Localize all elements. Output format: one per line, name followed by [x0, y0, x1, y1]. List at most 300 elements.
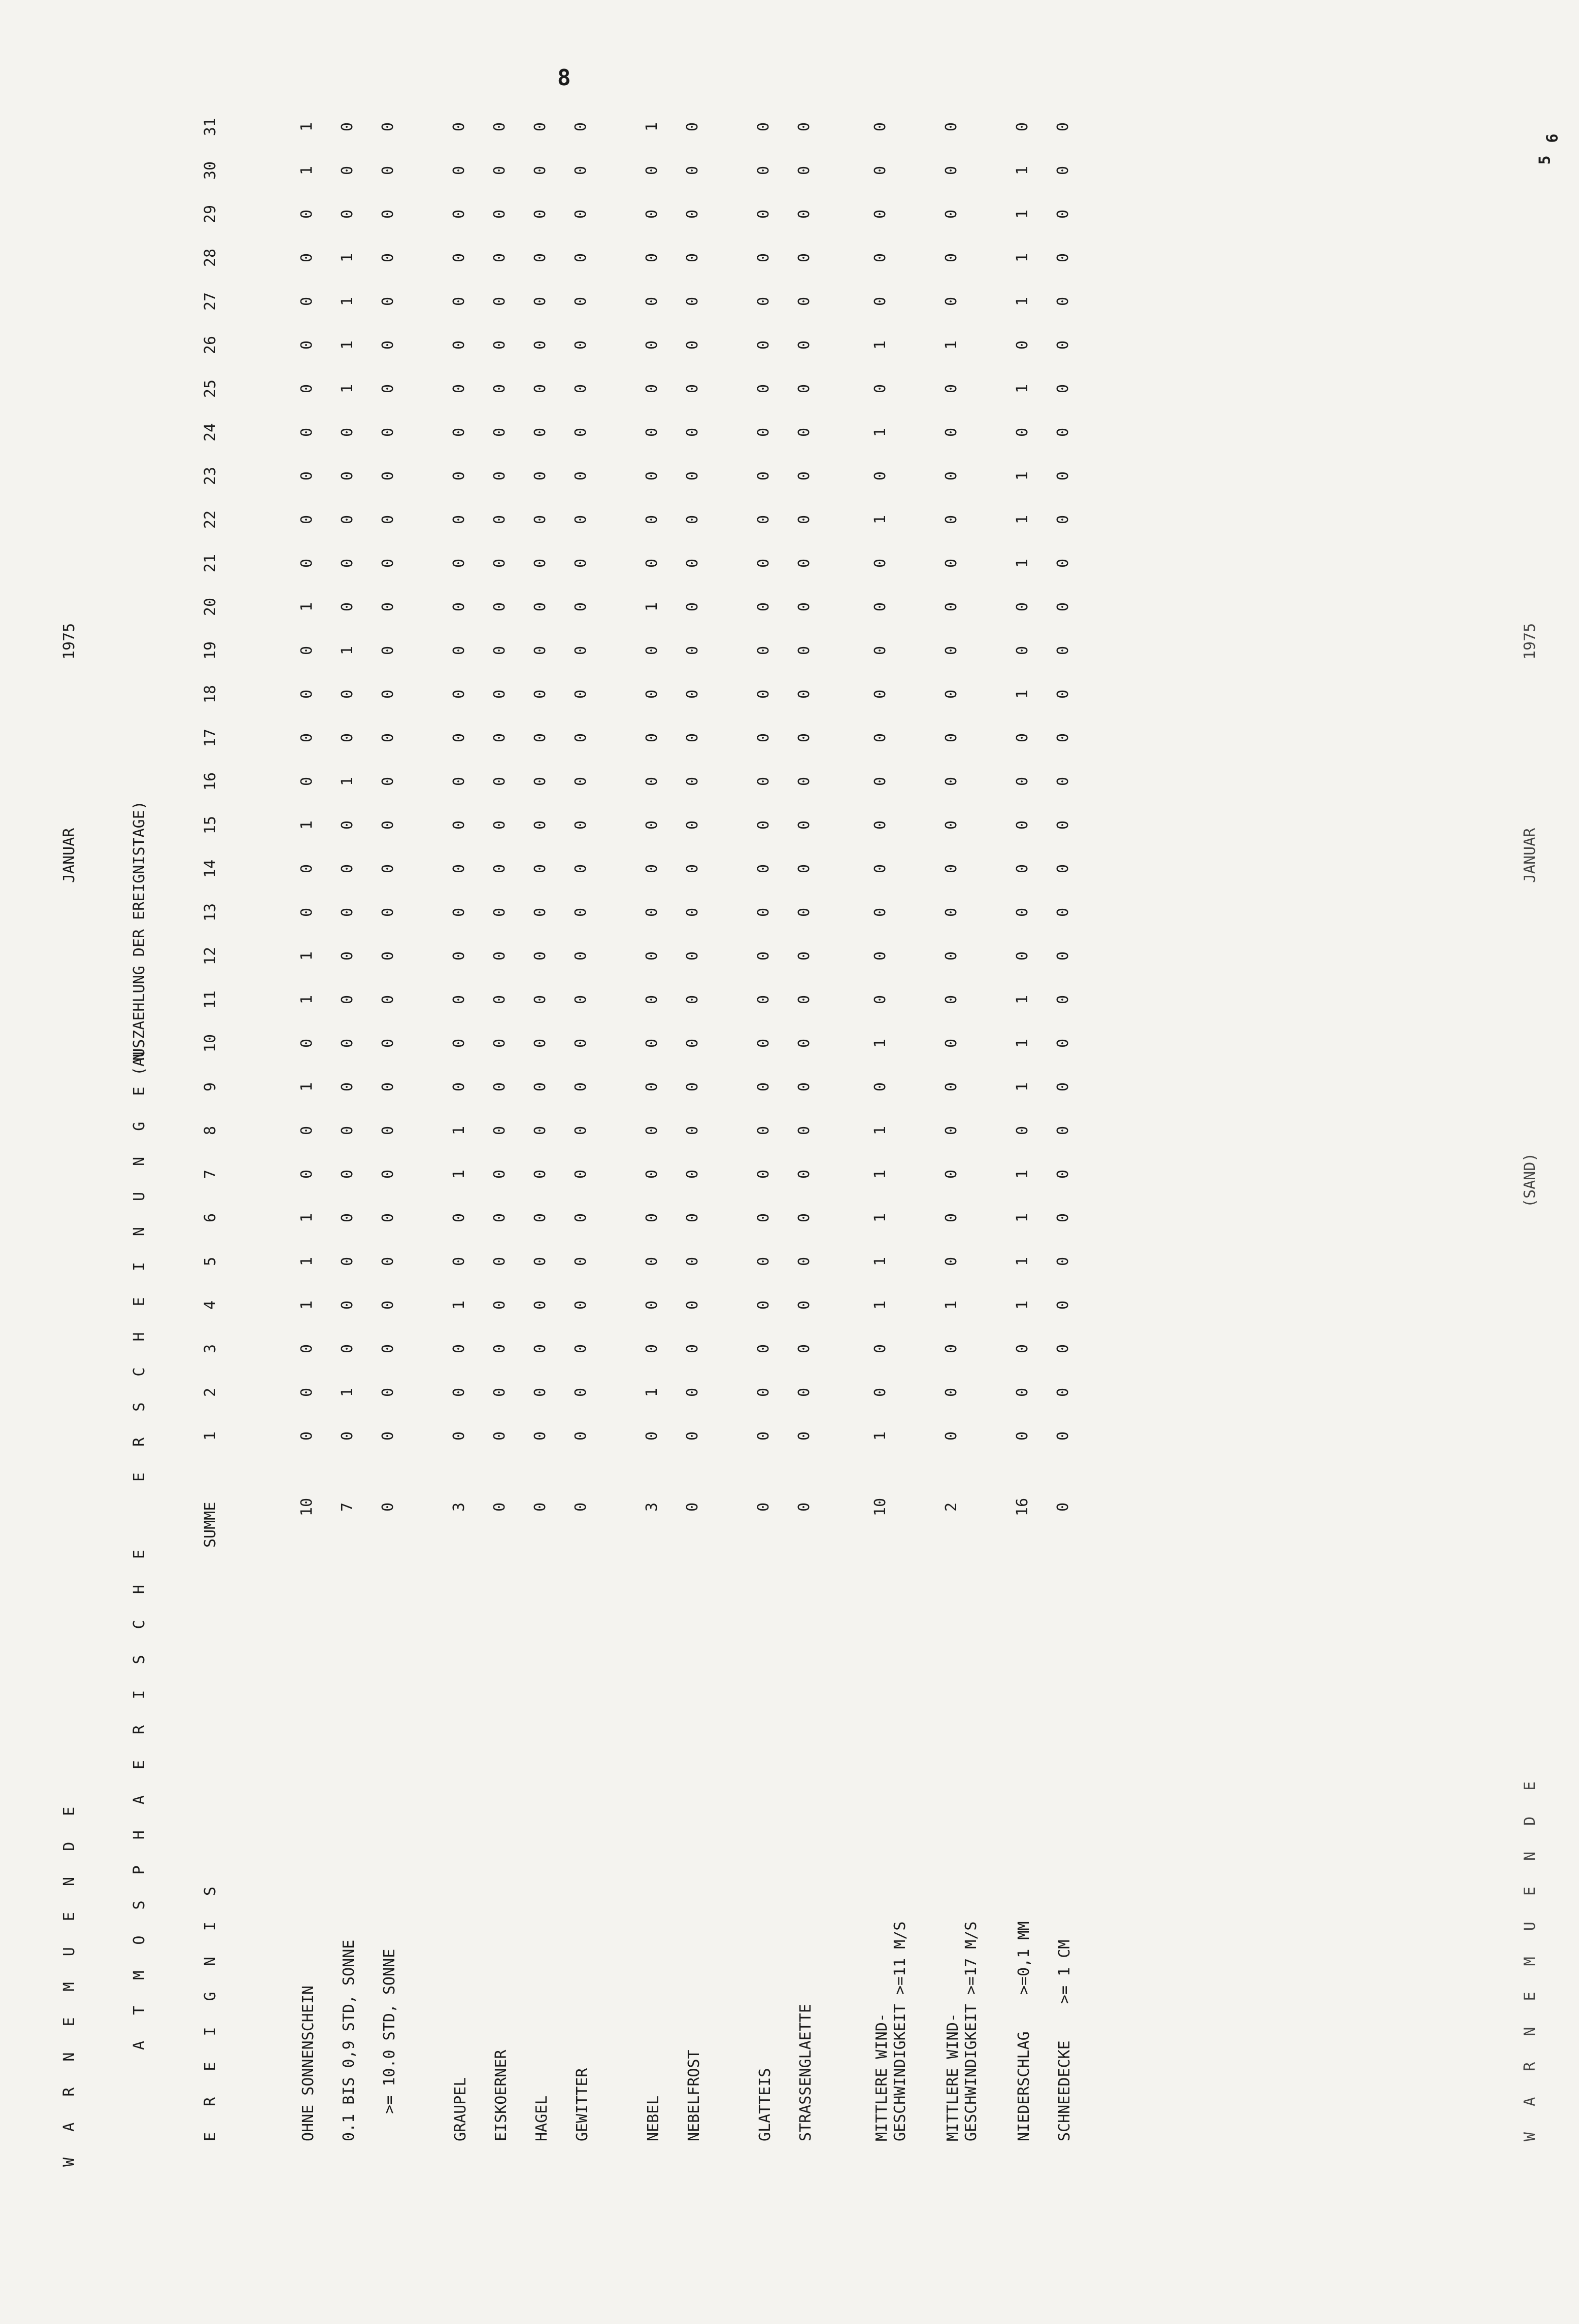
day-cell: 0: [450, 471, 468, 481]
day-cell: 0: [379, 1431, 397, 1441]
day-cell: 0: [298, 558, 316, 568]
day-cell: 0: [379, 951, 397, 961]
day-cell: 0: [1054, 427, 1072, 437]
day-cell: 1: [339, 253, 356, 263]
day-cell: 0: [795, 427, 813, 437]
day-cell: 0: [491, 296, 509, 306]
day-cell: 0: [684, 995, 701, 1005]
event-label: OHNE SONNENSCHEIN: [299, 1985, 317, 2141]
day-cell: 1: [871, 1256, 889, 1267]
day-cell: 0: [1014, 602, 1031, 612]
day-cell: 0: [339, 122, 356, 132]
day-cell: 0: [943, 645, 960, 656]
day-cell: 0: [795, 296, 813, 306]
day-cell: 0: [795, 1387, 813, 1397]
day-header: 12: [201, 946, 219, 966]
day-cell: 1: [1014, 165, 1031, 176]
day-cell: 1: [1014, 1169, 1031, 1179]
day-cell: 0: [1054, 689, 1072, 699]
day-cell: 0: [1054, 776, 1072, 787]
day-header: 30: [201, 161, 219, 180]
corner-mark: 6: [1543, 133, 1562, 143]
day-cell: 0: [298, 384, 316, 394]
day-cell: 0: [795, 602, 813, 612]
day-cell: 0: [684, 907, 701, 917]
day-cell: 0: [795, 340, 813, 350]
day-cell: 0: [871, 558, 889, 568]
day-cell: 0: [491, 165, 509, 176]
day-cell: 0: [1014, 1387, 1031, 1397]
day-cell: 0: [755, 1344, 772, 1354]
day-cell: 0: [871, 296, 889, 306]
day-cell: 0: [871, 733, 889, 743]
day-cell: 0: [1014, 340, 1031, 350]
day-cell: 0: [491, 1169, 509, 1179]
day-cell: 0: [531, 1038, 549, 1048]
day-cell: 0: [298, 689, 316, 699]
day-cell: 0: [531, 1169, 549, 1179]
day-cell: 0: [450, 515, 468, 525]
day-cell: 0: [1054, 1300, 1072, 1310]
day-cell: 0: [572, 820, 590, 830]
day-cell: 1: [1014, 296, 1031, 306]
day-cell: 0: [684, 1431, 701, 1441]
day-cell: 0: [491, 1125, 509, 1136]
day-cell: 0: [943, 471, 960, 481]
day-cell: 1: [1014, 253, 1031, 263]
day-cell: 1: [1014, 1038, 1031, 1048]
day-cell: 0: [450, 253, 468, 263]
day-cell: 0: [339, 1344, 356, 1354]
day-cell: 0: [379, 995, 397, 1005]
day-cell: 0: [298, 296, 316, 306]
day-cell: 0: [531, 1213, 549, 1223]
day-cell: 0: [491, 776, 509, 787]
day-cell: 0: [755, 209, 772, 219]
footer-year: 1975: [1521, 623, 1539, 660]
day-cell: 0: [755, 951, 772, 961]
day-cell: 0: [379, 820, 397, 830]
day-cell: 0: [1014, 864, 1031, 874]
day-cell: 1: [1014, 471, 1031, 481]
day-cell: 0: [755, 515, 772, 525]
day-cell: 0: [684, 165, 701, 176]
day-cell: 0: [643, 253, 661, 263]
day-cell: 0: [572, 776, 590, 787]
day-cell: 0: [795, 384, 813, 394]
day-cell: 0: [379, 1300, 397, 1310]
day-cell: 1: [943, 1300, 960, 1310]
day-cell: 0: [450, 296, 468, 306]
day-cell: 0: [1014, 122, 1031, 132]
day-cell: 0: [1054, 1256, 1072, 1267]
day-cell: 0: [755, 820, 772, 830]
day-cell: 0: [755, 1125, 772, 1136]
day-cell: 0: [572, 340, 590, 350]
day-cell: 0: [491, 820, 509, 830]
day-cell: 0: [450, 209, 468, 219]
day-header: 13: [201, 903, 219, 922]
day-cell: 1: [871, 1169, 889, 1179]
day-cell: 1: [1014, 515, 1031, 525]
sum-cell: 10: [298, 1497, 316, 1517]
footer-note: (SAND): [1521, 1152, 1539, 1208]
day-header: 31: [201, 117, 219, 136]
day-header: 25: [201, 379, 219, 398]
day-cell: 1: [298, 951, 316, 961]
day-cell: 0: [1014, 1344, 1031, 1354]
day-cell: 0: [491, 689, 509, 699]
day-cell: 0: [943, 165, 960, 176]
day-cell: 0: [684, 340, 701, 350]
day-cell: 0: [1054, 645, 1072, 656]
day-cell: 0: [643, 1213, 661, 1223]
day-cell: 0: [871, 645, 889, 656]
day-cell: 0: [572, 1038, 590, 1048]
day-cell: 1: [298, 122, 316, 132]
table-row: [873, 71, 919, 2202]
day-cell: 0: [379, 1344, 397, 1354]
day-cell: 0: [450, 995, 468, 1005]
day-cell: 0: [491, 122, 509, 132]
day-header: 17: [201, 728, 219, 747]
day-cell: 0: [795, 1125, 813, 1136]
day-cell: 0: [684, 1387, 701, 1397]
day-cell: 0: [871, 864, 889, 874]
day-cell: 0: [379, 165, 397, 176]
day-cell: 0: [684, 951, 701, 961]
day-cell: 0: [339, 165, 356, 176]
day-cell: 1: [298, 165, 316, 176]
day-cell: 0: [943, 384, 960, 394]
day-cell: 0: [491, 864, 509, 874]
day-cell: 0: [795, 1431, 813, 1441]
day-cell: 0: [379, 515, 397, 525]
day-cell: 0: [1014, 427, 1031, 437]
sum-cell: 0: [1054, 1502, 1072, 1512]
day-cell: 0: [572, 122, 590, 132]
footer-station: W A R N E M U E N D E: [1521, 1773, 1539, 2141]
day-cell: 0: [572, 1213, 590, 1223]
day-cell: 1: [1014, 209, 1031, 219]
day-cell: 0: [450, 427, 468, 437]
event-label: GRAUPEL: [452, 2077, 469, 2141]
day-cell: 0: [491, 1387, 509, 1397]
day-cell: 0: [572, 1300, 590, 1310]
day-cell: 0: [871, 602, 889, 612]
day-cell: 0: [684, 645, 701, 656]
day-cell: 0: [1054, 340, 1072, 350]
sum-cell: 2: [943, 1502, 960, 1512]
day-cell: 0: [943, 122, 960, 132]
day-cell: 0: [531, 122, 549, 132]
day-cell: 0: [572, 558, 590, 568]
day-cell: 1: [298, 1213, 316, 1223]
day-cell: 1: [1014, 995, 1031, 1005]
day-cell: 1: [298, 1082, 316, 1092]
day-cell: 0: [684, 1213, 701, 1223]
day-cell: 1: [1014, 689, 1031, 699]
day-cell: 0: [684, 558, 701, 568]
day-cell: 0: [379, 1082, 397, 1092]
day-cell: 0: [755, 340, 772, 350]
day-cell: 1: [871, 1431, 889, 1441]
day-cell: 0: [572, 733, 590, 743]
day-cell: 0: [491, 907, 509, 917]
day-cell: 0: [491, 471, 509, 481]
day-cell: 0: [491, 427, 509, 437]
day-cell: 0: [643, 1082, 661, 1092]
day-cell: 1: [339, 296, 356, 306]
day-header: 14: [201, 859, 219, 878]
day-cell: 0: [755, 1431, 772, 1441]
day-cell: 0: [531, 602, 549, 612]
day-cell: 0: [531, 733, 549, 743]
day-cell: 0: [531, 1300, 549, 1310]
day-cell: 0: [755, 776, 772, 787]
day-cell: 0: [871, 1082, 889, 1092]
day-header: 15: [201, 815, 219, 835]
table-row: [797, 71, 843, 2202]
day-cell: 0: [871, 907, 889, 917]
day-cell: 0: [795, 1038, 813, 1048]
day-cell: 0: [795, 1213, 813, 1223]
day-cell: 0: [871, 1344, 889, 1354]
day-header: 5: [201, 1256, 219, 1267]
day-cell: 0: [643, 515, 661, 525]
day-cell: 0: [795, 253, 813, 263]
day-cell: 0: [450, 776, 468, 787]
event-label: NEBELFROST: [685, 2049, 703, 2141]
day-cell: 0: [572, 1431, 590, 1441]
day-cell: 1: [1014, 1213, 1031, 1223]
day-cell: 0: [755, 645, 772, 656]
day-cell: 0: [1014, 820, 1031, 830]
day-cell: 0: [684, 209, 701, 219]
day-cell: 0: [531, 340, 549, 350]
sum-cell: 0: [795, 1502, 813, 1512]
day-cell: 0: [871, 209, 889, 219]
day-cell: 0: [1054, 384, 1072, 394]
day-cell: 0: [298, 340, 316, 350]
day-cell: 0: [491, 340, 509, 350]
day-cell: 0: [379, 384, 397, 394]
day-cell: 0: [755, 602, 772, 612]
day-cell: 0: [1014, 907, 1031, 917]
event-label: GEWITTER: [574, 2068, 591, 2141]
day-cell: 0: [379, 776, 397, 787]
day-cell: 0: [572, 1169, 590, 1179]
day-cell: 0: [531, 995, 549, 1005]
day-cell: 0: [755, 1082, 772, 1092]
day-cell: 0: [1054, 1082, 1072, 1092]
day-cell: 0: [339, 427, 356, 437]
day-cell: 0: [943, 602, 960, 612]
day-cell: 0: [379, 864, 397, 874]
day-cell: 0: [339, 558, 356, 568]
day-cell: 0: [643, 384, 661, 394]
footer-line: [1523, 71, 1553, 2202]
day-cell: 0: [531, 253, 549, 263]
day-cell: 0: [572, 253, 590, 263]
day-cell: 0: [572, 427, 590, 437]
day-header: 19: [201, 641, 219, 660]
table-row: [685, 71, 731, 2202]
day-cell: 0: [755, 558, 772, 568]
day-cell: 0: [643, 165, 661, 176]
day-cell: 0: [871, 951, 889, 961]
day-cell: 0: [1054, 165, 1072, 176]
day-cell: 1: [871, 340, 889, 350]
day-cell: 0: [684, 1038, 701, 1048]
day-cell: 0: [572, 995, 590, 1005]
day-cell: 0: [643, 296, 661, 306]
day-cell: 0: [1054, 515, 1072, 525]
day-cell: 0: [339, 1169, 356, 1179]
day-cell: 0: [1054, 733, 1072, 743]
day-header: 20: [201, 597, 219, 617]
day-cell: 0: [1054, 1344, 1072, 1354]
day-cell: 0: [643, 1256, 661, 1267]
day-cell: 0: [572, 515, 590, 525]
day-header: 10: [201, 1034, 219, 1053]
day-cell: 0: [643, 689, 661, 699]
day-cell: 0: [1054, 471, 1072, 481]
day-header: 24: [201, 423, 219, 442]
day-cell: 0: [643, 1344, 661, 1354]
day-cell: 0: [1014, 1125, 1031, 1136]
day-cell: 1: [339, 340, 356, 350]
day-cell: 0: [531, 209, 549, 219]
day-cell: 0: [379, 122, 397, 132]
day-cell: 0: [491, 733, 509, 743]
day-cell: 0: [795, 995, 813, 1005]
day-cell: 0: [643, 1038, 661, 1048]
day-cell: 0: [643, 907, 661, 917]
table-row: [381, 71, 426, 2202]
day-cell: 0: [871, 1387, 889, 1397]
day-cell: 0: [943, 733, 960, 743]
day-cell: 0: [572, 645, 590, 656]
day-cell: 0: [491, 253, 509, 263]
day-cell: 0: [943, 296, 960, 306]
day-cell: 0: [379, 645, 397, 656]
day-cell: 1: [450, 1125, 468, 1136]
day-cell: 0: [379, 558, 397, 568]
sum-cell: 0: [572, 1502, 590, 1512]
day-cell: 0: [643, 820, 661, 830]
day-cell: 0: [795, 907, 813, 917]
day-cell: 0: [1014, 645, 1031, 656]
day-cell: 0: [943, 515, 960, 525]
day-cell: 0: [755, 1169, 772, 1179]
day-cell: 0: [943, 427, 960, 437]
day-cell: 0: [943, 1213, 960, 1223]
day-cell: 0: [1054, 296, 1072, 306]
day-cell: 0: [379, 602, 397, 612]
day-cell: 0: [684, 296, 701, 306]
day-cell: 0: [684, 1256, 701, 1267]
day-cell: 0: [795, 471, 813, 481]
day-cell: 0: [1014, 951, 1031, 961]
day-cell: 0: [795, 820, 813, 830]
day-cell: 0: [871, 471, 889, 481]
day-cell: 1: [298, 1256, 316, 1267]
day-header: 2: [201, 1387, 219, 1397]
day-cell: 0: [531, 427, 549, 437]
day-cell: 0: [450, 864, 468, 874]
day-cell: 0: [795, 122, 813, 132]
day-cell: 1: [298, 1300, 316, 1310]
day-cell: 0: [572, 1344, 590, 1354]
sum-cell: 3: [643, 1502, 661, 1512]
day-cell: 0: [871, 820, 889, 830]
day-cell: 0: [491, 1082, 509, 1092]
sum-cell: 0: [755, 1502, 772, 1512]
day-cell: 0: [795, 1256, 813, 1267]
day-cell: 0: [1054, 907, 1072, 917]
event-label: STRASSENGLAETTE: [797, 2004, 815, 2141]
day-cell: 1: [1014, 558, 1031, 568]
day-header: 18: [201, 685, 219, 704]
day-cell: 0: [684, 384, 701, 394]
day-cell: 0: [531, 471, 549, 481]
day-cell: 0: [795, 1169, 813, 1179]
day-cell: 0: [1054, 951, 1072, 961]
day-cell: 0: [943, 1344, 960, 1354]
day-cell: 0: [943, 253, 960, 263]
day-cell: 0: [491, 558, 509, 568]
day-cell: 0: [298, 471, 316, 481]
day-cell: 0: [491, 384, 509, 394]
day-cell: 0: [643, 340, 661, 350]
day-cell: 1: [871, 1125, 889, 1136]
event-label: HAGEL: [533, 2095, 551, 2141]
day-header: 7: [201, 1169, 219, 1179]
day-cell: 0: [572, 1125, 590, 1136]
day-cell: 0: [450, 602, 468, 612]
day-cell: 0: [379, 427, 397, 437]
day-cell: 0: [943, 1256, 960, 1267]
day-cell: 0: [572, 384, 590, 394]
day-cell: 0: [755, 427, 772, 437]
day-cell: 0: [298, 1038, 316, 1048]
day-cell: 0: [531, 907, 549, 917]
day-cell: 0: [339, 864, 356, 874]
day-cell: 0: [755, 995, 772, 1005]
day-cell: 0: [450, 1082, 468, 1092]
day-cell: 0: [339, 951, 356, 961]
day-header: 16: [201, 772, 219, 791]
day-cell: 0: [643, 951, 661, 961]
year-header: 1975: [60, 623, 78, 660]
day-cell: 0: [531, 1387, 549, 1397]
day-cell: 1: [450, 1300, 468, 1310]
day-cell: 0: [298, 776, 316, 787]
day-cell: 0: [755, 864, 772, 874]
day-cell: 0: [684, 471, 701, 481]
day-cell: 0: [531, 1431, 549, 1441]
sum-column-header: SUMME: [201, 1501, 219, 1548]
day-cell: 0: [491, 1300, 509, 1310]
day-cell: 1: [298, 602, 316, 612]
day-cell: 0: [943, 1082, 960, 1092]
day-cell: 0: [339, 1256, 356, 1267]
day-cell: 0: [339, 515, 356, 525]
sum-cell: 0: [491, 1502, 509, 1512]
day-cell: 0: [298, 733, 316, 743]
sum-cell: 3: [450, 1502, 468, 1512]
